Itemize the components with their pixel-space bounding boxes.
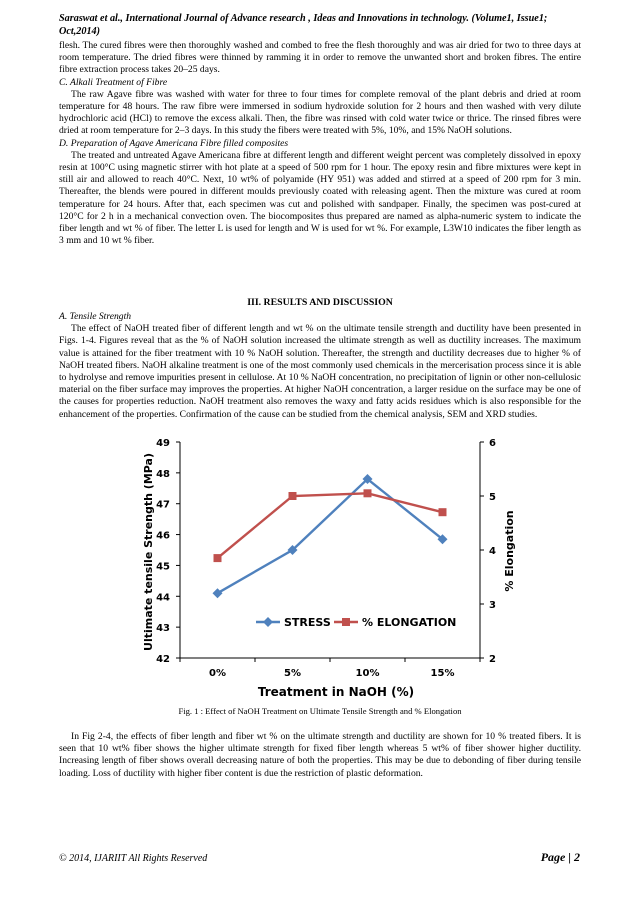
- x-tick-label: 0%: [209, 668, 226, 679]
- stress-point: [213, 588, 223, 598]
- figure-1-chart: [128, 432, 528, 702]
- y-tick-label: 47: [156, 499, 170, 511]
- paragraph-fig-2-4: In Fig 2-4, the effects of fiber length and fiber wt % on the ultimate strength and ductility are shown for 10 % treated fibers. It is seen that 10 wt% fiber shows the higher ultimate strength for fixed fiber length whereas 5 wt% of fiber shower higher ductility. Increasing length of fiber shows overall decreasing nature of both the properties. This may be due to debonding of fiber during tensile loading. Loss of ductility with higher fiber content is due the restriction of plastic deformation.: [59, 731, 581, 779]
- y-tick-label: 49: [156, 438, 170, 449]
- legend-marker-square: [342, 618, 350, 626]
- elongation-point: [289, 492, 297, 500]
- x-tick-label: 10%: [355, 668, 380, 679]
- elongation-point: [214, 554, 222, 562]
- legend-label: STRESS: [284, 616, 331, 629]
- y-tick-label: 44: [156, 592, 170, 604]
- y2-tick-label: 6: [489, 438, 496, 449]
- y-axis-label: Ultimate tensile Strength (MPa): [142, 453, 155, 651]
- paragraph-tensile: The effect of NaOH treated fiber of different length and wt % on the ultimate tensile strength and ductility have been presented in Figs. 1-4. Figures reveal that as the % of NaOH solution increased the ultimate strength as well as ductility increases. The maximum value is attained for the fiber treatment with 10 % NaOH solution. Thereafter, the strength and ductility decreases due to higher % of NaOH treated fibers. NaOH alkaline treatment is one of the most commonly used chemicals in the mercerisation process since it is able to hydrolyse and remove impurities present in cellulose. At 10 % NaOH concentration, no precipitation of lignin or other non-cellulosic material on the fiber surface may improves the properties. At higher NaOH concentration, a larger residue on the surface may be one of the causes for properties reduction. NaOH treatment also removes the waxy and fatty acids residues which is also responsible for the enhancement of the properties. Confirmation of the cause can be studied from the chemical analysis, SEM and XRD studies.: [59, 323, 581, 420]
- x-tick-label: 15%: [430, 668, 455, 679]
- paragraph-preparation: The treated and untreated Agave Americana fibre at different length and different weight percent was completely dissolved in epoxy resin at 100°C using magnetic stirrer with hot plate at a speed of 500 rpm for 1 hour. The epoxy resin and fibre mixtures were kept in still air and allowed to reach 40°C. Next, 10 wt% of polyamide (HY 951) was added and stirred at a speed of 200 rpm for 3 min. Thereafter, the blends were poured in different moulds previously coated with releasing agent. Then the mixture was cured at room temperature for 24 hours. After that, each specimen was cut and polished with sandpaper. Finally, the specimen was post-cured at 120°C for 2 h in a mechanical convection oven. The biocomposites thus prepared are named as alpha-numeric system to indicate the fiber length and wt % of fiber. The letter L is used for length and W is used for wt %. For example, L3W10 indicates the fiber length as 3 mm and 10 wt % fiber.: [59, 149, 581, 247]
- series-line-stress: [218, 479, 443, 593]
- paragraph-fiber-extraction: flesh. The cured fibres were then thoroughly washed and combed to free the flesh thoroughly and was air dried for two to three days at room temperature. The dried fibres were thinned by ramming it in order to remove the unwanted short and broken fibres. The entire fibre extraction process takes 20–25 days.: [59, 40, 581, 76]
- chart-svg: [128, 432, 528, 702]
- body-lower: [59, 731, 581, 780]
- y-tick-label: 46: [156, 530, 170, 542]
- footer-copyright: © 2014, IJARIIT All Rights Reserved: [59, 853, 208, 864]
- subheading-tensile: A. Tensile Strength: [59, 311, 132, 322]
- y2-tick-label: 4: [489, 546, 496, 557]
- y-tick-label: 48: [156, 468, 170, 480]
- legend-label: % ELONGATION: [362, 616, 457, 629]
- y2-tick-label: 2: [489, 654, 496, 665]
- section-title: III. RESULTS AND DISCUSSION: [247, 297, 393, 308]
- body-upper: [59, 40, 581, 247]
- paragraph-alkali-treatment: The raw Agave fibre was washed with water for three to four times for complete removal of the plant debris and dried at room temperature for 48 hours. The raw fibre were immersed in sodium hydroxide solution for 2 hours and then washed with very dilute hydrochloric acid (HCl) to remove the excess alkali. Then, the fibre was rinsed with cold water twice or thrice. The rinsed fibres were dried at room temperature for 2–3 days. In this study the fibers were treated with 5%, 10%, and 15% NaOH solutions.: [59, 88, 581, 137]
- legend-marker-diamond: [263, 617, 273, 627]
- y2-tick-label: 3: [489, 600, 496, 611]
- footer-page-number: Page | 2: [540, 850, 580, 864]
- y2-axis-label: % Elongation: [503, 510, 516, 592]
- running-header: Saraswat et al., International Journal of Advance research , Ideas and Innovations in technology. (Volume1, Issue1; Oct,2014): [59, 13, 548, 37]
- series-line-elongation: [218, 493, 443, 558]
- elongation-point: [439, 508, 447, 516]
- x-axis-label: Treatment in NaOH (%): [257, 685, 415, 699]
- subheading-preparation: D. Preparation of Agave Americana Fibre filled composites: [59, 137, 289, 149]
- body-results: [59, 311, 581, 421]
- y-tick-label: 42: [156, 654, 170, 665]
- y-tick-label: 45: [156, 561, 170, 573]
- elongation-point: [364, 489, 372, 497]
- subheading-alkali: C. Alkali Treatment of Fibre: [59, 76, 168, 88]
- y2-tick-label: 5: [489, 492, 496, 503]
- y-tick-label: 43: [156, 623, 170, 635]
- x-tick-label: 5%: [284, 668, 301, 679]
- figure-caption: Fig. 1 : Effect of NaOH Treatment on Ultimate Tensile Strength and % Elongation: [178, 706, 462, 716]
